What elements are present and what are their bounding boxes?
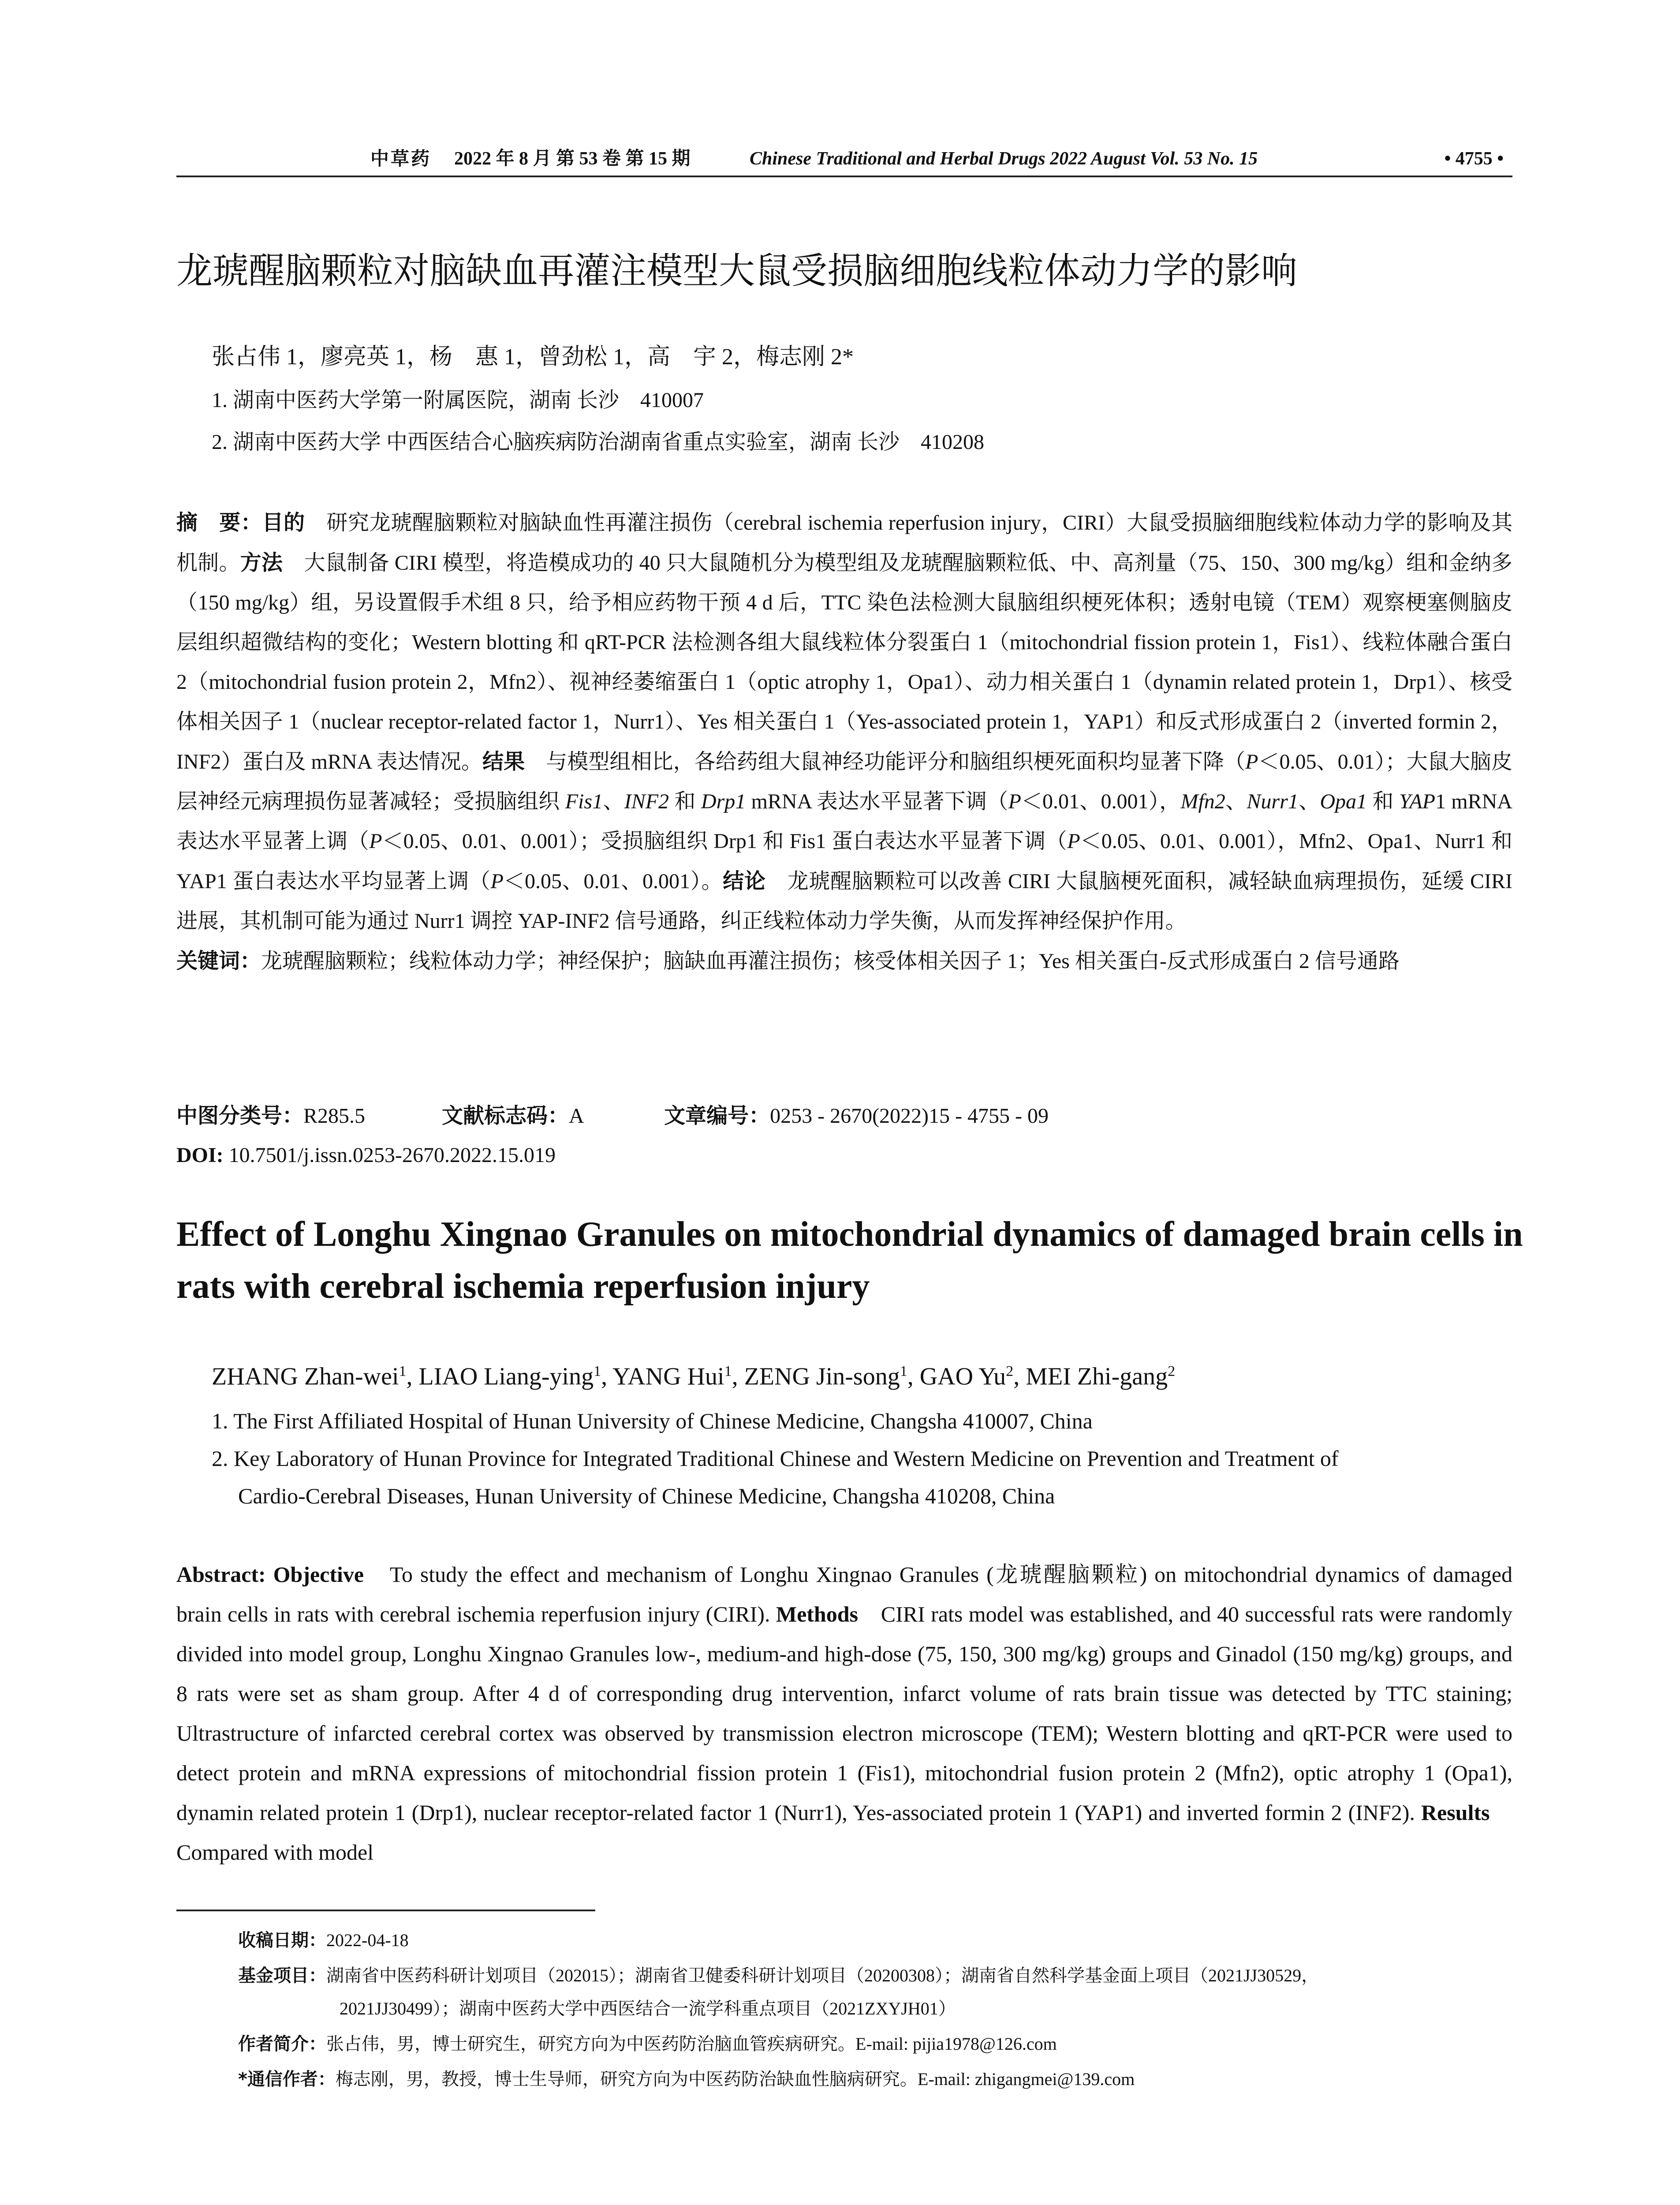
p-value-symbol: P — [490, 870, 504, 893]
author-affiliation-mark: 1 — [399, 1363, 407, 1379]
author-label: 作者简介： — [238, 2034, 326, 2054]
author-name-en: YANG Hui — [612, 1363, 724, 1390]
corresponding-text: 梅志刚，男，教授，博士生导师，研究方向为中医药防治缺血性脑病研究。E-mail: zhigangmei@139.com — [335, 2069, 1135, 2089]
author-separator: , — [406, 1363, 419, 1390]
results-text-cn: ＜0.05、0.01、0.001）。 — [503, 870, 723, 893]
running-header — [176, 146, 1512, 172]
objective-label-cn: 目的 — [262, 510, 305, 535]
author-separator: , — [1013, 1363, 1026, 1390]
author-affiliation-mark: 1 — [724, 1363, 732, 1379]
authors-cn: 张占伟 1，廖亮英 1，杨 惠 1，曾劲松 1，高 宇 2，梅志刚 2* — [212, 344, 854, 370]
issue-info-cn: 2022 年 8 月 第 53 卷 第 15 期 — [454, 149, 691, 169]
keywords-text-cn: 龙琥醒脑颗粒；线粒体动力学；神经保护；脑缺血再灌注损伤；核受体相关因子 1；Yes 相关蛋白-反式形成蛋白 2 信号通路 — [261, 949, 1400, 973]
author-name-en: MEI Zhi-gang — [1026, 1363, 1168, 1390]
header-rule — [176, 176, 1512, 177]
author-affiliation-mark: 1 — [594, 1363, 601, 1379]
author-affiliation-mark: 2 — [1006, 1363, 1014, 1379]
footnote-fund-cont: 2021JJ30499）；湖南中医药大学中西医结合一流学科重点项目（2021ZXYJH01） — [340, 1999, 956, 2018]
title-en: Effect of Longhu Xingnao Granules on mitochondrial dynamics of damaged brain cells in rats with cerebral ischemia reperfusion injury — [176, 1215, 1523, 1306]
affiliation-cn-2: 2. 湖南中医药大学 中西医结合心脑疾病防治湖南省重点实验室，湖南 长沙 410208 — [212, 430, 985, 454]
p-value-symbol: P — [369, 830, 382, 853]
results-text-cn: mRNA 表达水平显著下调（ — [746, 790, 1008, 813]
results-text-cn: 与模型组相比，各给药组大鼠神经功能评分和脑组织梗死面积均显著下降（ — [525, 750, 1246, 774]
gene-name: Mfn2 — [1180, 790, 1225, 813]
footnote-rule — [176, 1910, 595, 1911]
gene-name: INF2 — [624, 790, 669, 813]
methods-text-en: CIRI rats model was established, and 40 successful rats were randomly divided into model group, Longhu Xingnao Granules low-, medium-and high-dose (75, 150, 300 mg/kg) groups and Ginadol (150 mg/kg) groups, and 8 rats were set as sham group. After 4 d of corresponding drug intervention, infarct volume of rats brain tissue was detected by TTC staining; Ultrastructure of infarcted cerebral cortex was observed by transmission electron microscope (TEM); Western blotting and qRT-PCR were used to detect protein and mRNA expressions of mitochondrial fission protein 1 (Fis1), mitochondrial fusion protein 2 (Mfn2), optic atrophy 1 (Opa1), dynamin related protein 1 (Drp1), nuclear receptor-related factor 1 (Nurr1), Yes-associated protein 1 (YAP1) and inverted formin 2 (INF2). — [176, 1602, 1512, 1825]
objective-text-en: To study the effect and mechanism of Longhu Xingnao Granules (龙琥醒脑颗粒) on mitochondrial dynamics of damaged brain cells in rats with cerebral ischemia reperfusion injury (CIRI). — [176, 1562, 1512, 1626]
gene-name: YAP — [1399, 790, 1435, 813]
article-no-label: 文章编号： — [664, 1103, 770, 1128]
doi-label: DOI: — [176, 1144, 224, 1167]
clc-value: R285.5 — [303, 1104, 366, 1128]
p-value-symbol: P — [1008, 790, 1021, 813]
affiliation-cn-1: 1. 湖南中医药大学第一附属医院，湖南 长沙 410007 — [212, 389, 704, 412]
gene-name: Fis1 — [565, 790, 603, 813]
conjunction: 和 — [1367, 790, 1399, 813]
title-cn: 龙琥醒脑颗粒对脑缺血再灌注模型大鼠受损脑细胞线粒体动力学的影响 — [176, 250, 1298, 292]
footnote-received — [238, 1927, 1517, 1954]
abstract-cn — [176, 503, 1512, 981]
methods-text-cn: 大鼠制备 CIRI 模型，将造模成功的 40 只大鼠随机分为模型组及龙琥醒脑颗粒低、中、高剂量（75、150、300 mg/kg）组和金纳多（150 mg/kg）组，另设置假手术组 8 只，给予相应药物干预 4 d 后，TTC 染色法检测大鼠脑组织梗死体积；透射电镜（TEM）观察梗塞侧脑皮层组织超微结构的变化；Western blotting 和 qRT-PCR 法检测各组大鼠线粒体分裂蛋白 1（mitochondrial fission protein 1，Fis1）、线粒体融合蛋白 2（mitochondrial fusion protein 2，Mfn2）、视神经萎缩蛋白 1（optic atrophy 1，Opa1）、动力相关蛋白 1（dynamin related protein 1，Drp1）、核受体相关因子 1（nuclear receptor-related factor 1，Nurr1）、Yes 相关蛋白 1（Yes-associated protein 1，YAP1）和反式形成蛋白 2（inverted formin 2，INF2）蛋白及 mRNA 表达情况。 — [176, 551, 1512, 774]
abstract-en-label: Abstract: Objective — [176, 1562, 364, 1587]
footnote-fund — [238, 1962, 1517, 1989]
author-name-en: ZHANG Zhan-wei — [212, 1363, 399, 1390]
results-label-cn: 结果 — [482, 749, 525, 774]
results-text-cn: ＜0.05、0.01、0.001），Mfn2、Opa1、Nurr1 和 YAP1 蛋白表达水平均显著上调（ — [176, 830, 1512, 893]
author-affiliation-mark: 2 — [1168, 1363, 1176, 1379]
article-no-value: 0253 - 2670(2022)15 - 4755 - 09 — [770, 1104, 1049, 1128]
methods-label-cn: 方法 — [240, 550, 283, 575]
objective-text-cn: 研究龙琥醒脑颗粒对脑缺血性再灌注损伤（cerebral ischemia reperfusion injury，CIRI）大鼠受损脑细胞线粒体动力学的影响及其机制。 — [176, 511, 1512, 575]
classification-line — [176, 1098, 1049, 1134]
received-date: 2022-04-18 — [326, 1930, 409, 1950]
affiliation-en-1: 1. The First Affiliated Hospital of Hunan University of Chinese Medicine, Changsha 410007, China — [212, 1409, 1093, 1433]
results-text-cn: ＜0.01、0.001）， — [1021, 790, 1181, 813]
journal-name-cn: 中草药 — [370, 148, 432, 169]
separator: 、 — [1225, 790, 1247, 813]
p-value-symbol: P — [1067, 830, 1080, 853]
results-text-en: Compared with model — [176, 1800, 1512, 1865]
footnote-author — [238, 2031, 1517, 2057]
author-affiliation-mark: 1 — [900, 1363, 907, 1379]
clc-label: 中图分类号： — [176, 1103, 304, 1128]
gene-name: Drp1 — [701, 790, 746, 813]
affiliation-en-2-cont: Cardio-Cerebral Diseases, Hunan University of Chinese Medicine, Changsha 410208, China — [238, 1484, 1055, 1508]
received-label: 收稿日期： — [238, 1930, 326, 1951]
doc-code-label: 文献标志码： — [442, 1103, 569, 1128]
separator: 、 — [1298, 790, 1320, 813]
gene-name: Nurr1 — [1247, 790, 1299, 813]
authors-en — [212, 1354, 1175, 1394]
fund-text: 湖南省中医药科研计划项目（202015）；湖南省卫健委科研计划项目（20200308）；湖南省自然科学基金面上项目（2021JJ30529， — [326, 1966, 1319, 1985]
author-name-en: GAO Yu — [919, 1363, 1006, 1390]
author-separator: , — [601, 1363, 613, 1390]
conclusion-text-cn: 龙琥醒脑颗粒可以改善 CIRI 大鼠脑梗死面积，减轻缺血病理损伤，延缓 CIRI 进展，其机制可能为通过 Nurr1 调控 YAP-INF2 信号通路，纠正线粒体动力学失衡，从而发挥神经保护作用。 — [176, 870, 1512, 933]
methods-label-en: Methods — [776, 1602, 858, 1626]
abstract-en — [176, 1555, 1512, 1872]
author-name-en: LIAO Liang-ying — [418, 1363, 594, 1390]
results-label-en: Results — [1421, 1800, 1490, 1825]
doi-line — [176, 1138, 556, 1173]
footnote-corresponding — [238, 2066, 1517, 2093]
author-separator: , — [907, 1363, 920, 1390]
abstract-cn-label: 摘 要： — [176, 510, 262, 535]
p-value-symbol: P — [1245, 750, 1258, 774]
fund-label: 基金项目： — [238, 1966, 326, 1986]
doc-code-value: A — [569, 1104, 583, 1128]
results-text-cn: 1 mRNA 表达水平显著上调（ — [176, 790, 1512, 853]
results-text-cn: ＜0.05、0.01、0.001）；受损脑组织 Drp1 和 Fis1 蛋白表达水平显著下调（ — [382, 830, 1068, 853]
corresponding-label: *通信作者： — [238, 2069, 336, 2089]
author-name-en: ZENG Jin-song — [744, 1363, 900, 1390]
doi-link[interactable]: 10.7501/j.issn.0253-2670.2022.15.019 — [223, 1144, 556, 1167]
separator: 、 — [603, 790, 624, 813]
issue-info-en: Chinese Traditional and Herbal Drugs 2022 August Vol. 53 No. 15 — [750, 149, 1258, 169]
author-separator: , — [732, 1363, 744, 1390]
author-text: 张占伟，男，博士研究生，研究方向为中医药防治脑血管疾病研究。E-mail: pijia1978@126.com — [326, 2034, 1057, 2054]
page-number: • 4755 • — [1444, 149, 1504, 169]
affiliation-en-2: 2. Key Laboratory of Hunan Province for Integrated Traditional Chinese and Western Medicine on Prevention and Treatment of — [212, 1446, 1339, 1471]
gene-name: Opa1 — [1320, 790, 1367, 813]
conjunction: 和 — [669, 790, 701, 813]
keywords-label-cn: 关键词： — [176, 949, 261, 973]
results-text-cn: ＜0.05、0.01）；大鼠大脑皮层神经元病理损伤显著减轻；受损脑组织 — [176, 750, 1512, 813]
conclusion-label-cn: 结论 — [723, 869, 766, 893]
